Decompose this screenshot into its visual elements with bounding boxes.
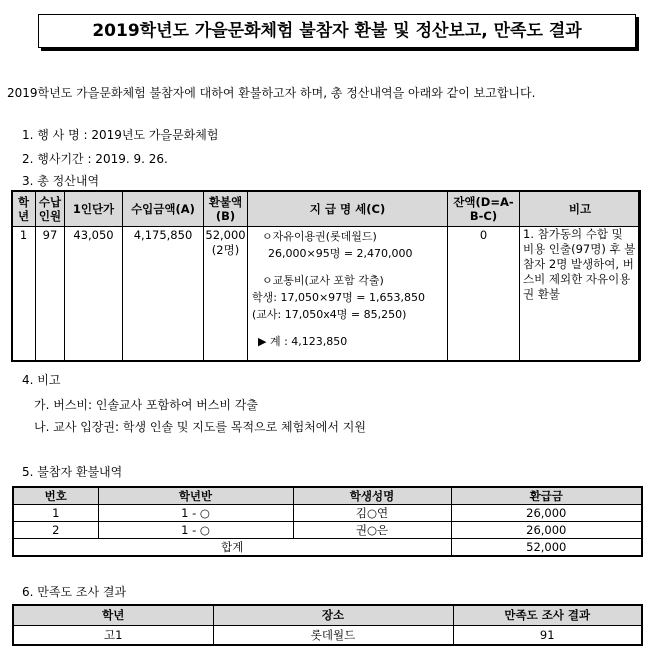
header-balance: 잔액(D=A-B-C)	[448, 191, 520, 227]
detail-line-5: (교사: 17,050x4명 = 85,250)	[252, 308, 407, 321]
page-title: 2019학년도 가을문화체험 불참자 환불 및 정산보고, 만족도 결과	[38, 14, 636, 48]
survey-header-grade: 학년	[13, 605, 213, 625]
note-a: 가. 버스비: 인솔교사 포함하여 버스비 각출	[34, 398, 258, 412]
detail-line-1: ㅇ자유이용권(롯데월드)	[262, 230, 377, 243]
survey-heading: 6. 만족도 조사 결과	[22, 585, 127, 599]
refund-row2-name: 권○은	[293, 522, 451, 539]
refund-heading: 5. 불참자 환불내역	[22, 465, 123, 479]
refund-row1-no: 1	[13, 505, 98, 522]
detail-total: ▶ 계 : 4,123,850	[258, 335, 348, 348]
total-row	[13, 539, 642, 557]
refund-row1-class: 1 - ○	[98, 505, 293, 522]
cell-unit: 43,050	[65, 227, 123, 361]
settlement-table-border	[11, 190, 640, 362]
refund-header-name: 학생성명	[293, 487, 451, 505]
header-detail: 지 급 명 세(C)	[248, 191, 448, 227]
survey-row-place: 롯데월드	[213, 625, 453, 645]
cell-grade: 1	[12, 227, 36, 361]
refund-count: (2명)	[211, 243, 240, 257]
refund-row2-amount: 26,000	[451, 522, 642, 539]
header-remark: 비고	[520, 191, 641, 227]
refund-total-value: 52,000	[451, 539, 642, 557]
event-name: 1. 행 사 명 : 2019년도 가을문화체험	[22, 128, 219, 142]
note-heading: 4. 비고	[22, 373, 61, 387]
note-b: 나. 교사 입장권: 학생 인솔 및 지도를 목적으로 체험처에서 지원	[34, 420, 366, 434]
survey-table	[12, 604, 643, 646]
refund-total-label: 합계	[13, 539, 451, 557]
header-unit: 1인단가	[65, 191, 123, 227]
survey-row-grade: 고1	[13, 625, 213, 645]
refund-header-amount: 환급금	[451, 487, 642, 505]
detail-line-3: ㅇ교통비(교사 포함 각출)	[262, 274, 384, 287]
refund-header-class: 학년반	[98, 487, 293, 505]
refund-row2-no: 2	[13, 522, 98, 539]
cell-remark: 1. 참가동의 수합 및 비용 인출(97명) 후 불참자 2명 발생하여, 버스비 제외한 자유이용권 환불	[520, 227, 641, 361]
detail-line-2: 26,000×95명 = 2,470,000	[268, 247, 413, 260]
refund-table	[12, 486, 643, 557]
refund-row2-class: 1 - ○	[98, 522, 293, 539]
cell-income: 4,175,850	[123, 227, 204, 361]
refund-header-no: 번호	[13, 487, 98, 505]
cell-count: 97	[36, 227, 65, 361]
survey-header-result: 만족도 조사 결과	[453, 605, 642, 625]
header-count: 수납인원	[36, 191, 65, 227]
table-row	[13, 522, 642, 539]
table-row	[13, 625, 642, 645]
refund-row1-name: 김○연	[293, 505, 451, 522]
table-row	[13, 505, 642, 522]
refund-row1-amount: 26,000	[451, 505, 642, 522]
survey-row-result: 91	[453, 625, 642, 645]
intro-text: 2019학년도 가을문화체험 불참자에 대하여 환불하고자 하며, 총 정산내역을 아래와 같이 보고합니다.	[7, 86, 536, 100]
settlement-heading: 3. 총 정산내역	[22, 174, 100, 188]
header-grade: 학년	[12, 191, 36, 227]
event-date: 2. 행사기간 : 2019. 9. 26.	[22, 152, 168, 166]
cell-balance: 0	[448, 227, 520, 361]
refund-amount: 52,000	[205, 228, 246, 242]
header-income: 수입금액(A)	[123, 191, 204, 227]
header-refund: 환불액(B)	[204, 191, 248, 227]
survey-header-place: 장소	[213, 605, 453, 625]
detail-line-4: 학생: 17,050×97명 = 1,653,850	[252, 291, 425, 304]
